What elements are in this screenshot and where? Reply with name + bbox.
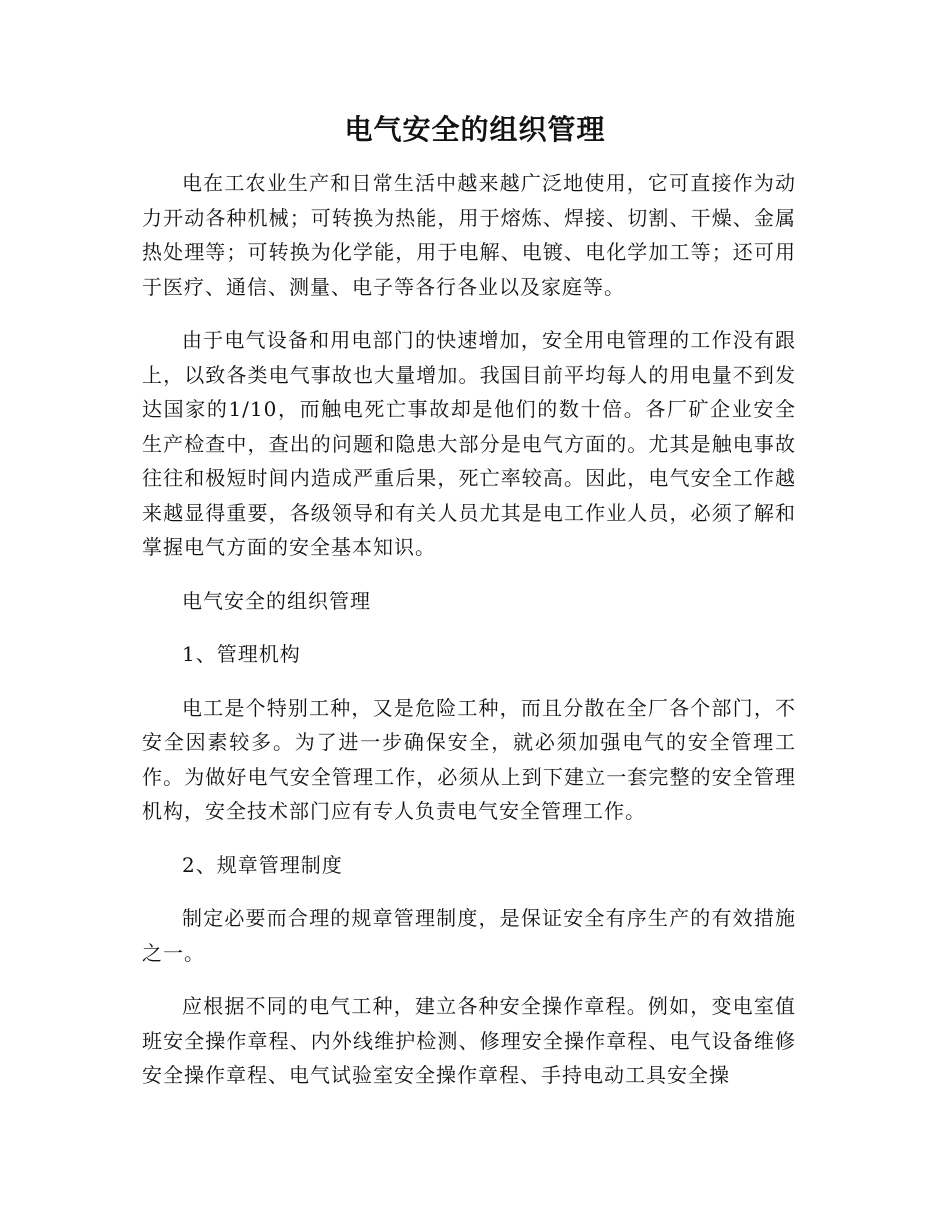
subsection-heading-1: 1、管理机构 xyxy=(182,642,301,666)
paragraph-management-body: 电工是个特别工种，又是危险工种，而且分散在全厂各个部门，不安全因素较多。为了进一步确保安全，就必须加强电气的安全管理工作。为做好电气安全管理工作，必须从上到下建立一套完整的安全管理机构，安全技术部门应有专人负责电气安全管理工作。 xyxy=(142,695,796,823)
paragraph-procedures: 应根据不同的电气工种，建立各种安全操作章程。例如，变电室值班安全操作章程、内外线维护检测、修理安全操作章程、电气设备维修安全操作章程、电气试验室安全操作章程、手持电动工具安全操 xyxy=(142,994,796,1087)
section-heading: 电气安全的组织管理 xyxy=(182,588,371,613)
paragraph-background: 由于电气设备和用电部门的快速增加，安全用电管理的工作没有跟上，以致各类电气事故也大量增加。我国目前平均每人的用电量不到发达国家的1/10，而触电死亡事故却是他们的数十倍。各厂矿企业安全生产检查中，查出的问题和隐患大部分是电气方面的。尤其是触电事故往往和极短时间内造成严重后果，死亡率较高。因此，电气安全工作越来越显得重要，各级领导和有关人员尤其是电工作业人员，必须了解和掌握电气方面的安全基本知识。 xyxy=(142,328,796,559)
paragraph-rules: 制定必要而合理的规章管理制度，是保证安全有序生产的有效措施之一。 xyxy=(142,906,796,965)
subsection-heading-2: 2、规章管理制度 xyxy=(182,852,343,877)
paragraph-intro: 电在工农业生产和日常生活中越来越广泛地使用，它可直接作为动力开动各种机械；可转换为热能，用于熔炼、焊接、切割、干燥、金属热处理等；可转换为化学能，用于电解、电镀、电化学加工等；还可用于医疗、通信、测量、电子等各行各业以及家庭等。 xyxy=(142,171,796,299)
document-title: 电气安全的组织管理 xyxy=(344,113,606,146)
document-body xyxy=(142,166,796,1112)
